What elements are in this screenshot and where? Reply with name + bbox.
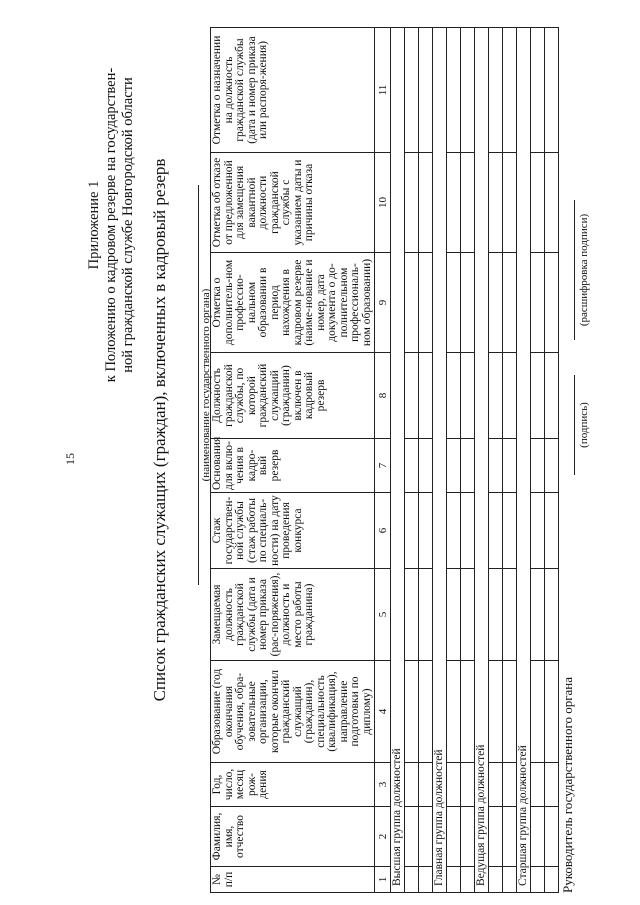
column-number: 6 xyxy=(375,493,391,569)
empty-row xyxy=(447,28,461,893)
org-name-caption: (наименование государственного органа) xyxy=(200,288,212,482)
appendix-line-2: к Положению о кадровом резерве на государствен- xyxy=(103,67,119,383)
column-number: 2 xyxy=(375,807,391,867)
column-header: № п/п xyxy=(211,867,375,893)
column-number: 9 xyxy=(375,253,391,353)
empty-row xyxy=(489,28,503,893)
signature-line xyxy=(574,375,575,475)
decoding-line xyxy=(574,200,575,340)
column-number: 3 xyxy=(375,763,391,807)
group-label: Ведущая группа должностей xyxy=(475,28,489,893)
column-number: 5 xyxy=(375,569,391,661)
column-header: Отметка о назначении на должность гражданской службы (дата и номер приказа или распоря-жения) xyxy=(211,28,375,153)
column-number: 8 xyxy=(375,353,391,439)
column-number: 4 xyxy=(375,661,391,763)
column-header: Стаж государствен-ной службы (стаж работы по специаль-ности) на дату проведения конкурса xyxy=(211,493,375,569)
signature-caption: (подпись) xyxy=(578,402,590,448)
column-number: 1 xyxy=(375,867,391,893)
group-label: Главная группа должностей xyxy=(433,28,447,893)
empty-row xyxy=(419,28,433,893)
group-label: Старшая группа должностей xyxy=(517,28,531,893)
appendix-header xyxy=(86,45,137,405)
decoding-caption: (расшифровка подписи) xyxy=(578,213,590,327)
page-number: 15 xyxy=(63,453,77,465)
column-number-row xyxy=(375,28,391,893)
org-name-line xyxy=(198,185,199,585)
group-label: Высшая группа должностей xyxy=(391,28,405,893)
reserve-table xyxy=(210,27,559,893)
group-row xyxy=(433,28,447,893)
empty-row xyxy=(461,28,475,893)
document-title: Список гражданских служащих (граждан), включенных в кадровый резерв xyxy=(150,158,169,702)
empty-row xyxy=(531,28,545,893)
column-header: Образование (год окончания обучения, обра-зовательные организации, которые окончил гражданский служащий (гражданин), специальность (квалификация), направление подготовки по диплому) xyxy=(211,661,375,763)
group-row xyxy=(391,28,405,893)
column-header: Замещаемая должность гражданской службы (дата и номер приказа (рас-поряжения), должность и место работы гражданина) xyxy=(211,569,375,661)
group-row xyxy=(475,28,489,893)
empty-row xyxy=(405,28,419,893)
appendix-line-3: ной гражданской службе Новгородской области xyxy=(120,77,136,373)
column-header: Основания для вклю-чения в кадро-вый резерв xyxy=(211,439,375,493)
header-row xyxy=(211,28,375,893)
column-header: Должность гражданской службы, по которой гражданский служащий (гражданин) включен в кадровый резерв xyxy=(211,353,375,439)
empty-row xyxy=(503,28,517,893)
group-row xyxy=(517,28,531,893)
column-number: 10 xyxy=(375,153,391,253)
column-number: 11 xyxy=(375,28,391,153)
column-number: 7 xyxy=(375,439,391,493)
column-header: Отметка о дополнитель-ном профессио-нальном образовании в период нахождения в кадровом резерве (наиме-нование и номер, дата документа о до-полнительном профессиональ-ном образовании) xyxy=(211,253,375,353)
head-of-organ-label: Руководитель государственного органа xyxy=(560,676,575,893)
empty-row xyxy=(545,28,559,893)
appendix-line-1: Приложение 1 xyxy=(86,180,102,270)
column-header: Год, число, месяц рож-дения xyxy=(211,763,375,807)
column-header: Фамилия, имя, отчество xyxy=(211,807,375,867)
column-header: Отметка об отказе от предложенной для замещения вакантной должности гражданской службы с указанием даты и причины отказа xyxy=(211,153,375,253)
